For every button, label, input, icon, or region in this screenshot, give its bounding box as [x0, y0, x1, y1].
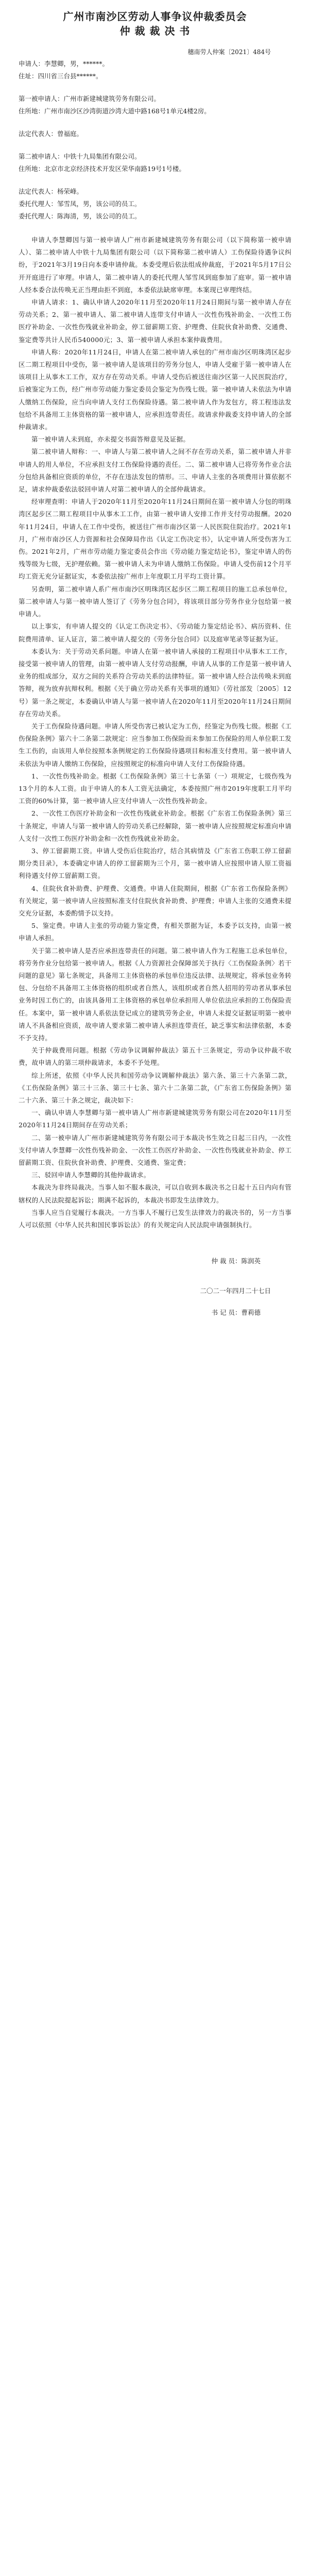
party-line: 第一被申请人：广州市新建城建筑劳务有限公司。 [19, 95, 161, 103]
body-paragraph: 关于第二被申请人是否应承担连带责任的问题。第二被申请人作为工程施工总承包单位，将劳务作业分包给第一被申请人。根据《人力资源社会保障部关于执行〈工伤保险条例〉若干问题的意见》第七条规定，具备用工主体资格的承包单位违反法律、法规规定，将承包业务转包、分包给不具备用工主体资格的组织或者自然人，该组织或者自然人招用的劳动者从事承包业务时因工伤亡的，由该具备用工主体资格的承包单位承担用人单位依法应承担的工伤保险责任。本案中，第一被申请人系依法登记成立的建筑劳务企业，申请人未提交证据证明第一被申请人不具备相应资质，故申请人要求第二被申请人承担连带责任，缺乏事实和法律依据，本委不予支持。 [19, 946, 291, 1042]
body-paragraph: 一、确认申请人李慧卿与第一被申请人广州市新建城建筑劳务有限公司在2020年11月至2020年11月24日期间存在劳动关系； [19, 1109, 291, 1129]
body-paragraph: 第二被申请人辩称：一、申请人与第二被申请人之间不存在劳动关系，第二被申请人并非申请人的用人单位，不应承担支付工伤保险待遇的责任。二、第二被申请人已将劳务作业合法分包给具备相应资质的单位，不存在违法发包的情形。三、申请人主张的各项费用计算依据不足，请求仲裁委依法驳回申请人对第二被申请人的全部仲裁请求。 [19, 448, 291, 494]
body-paragraph: 综上所述，依照《中华人民共和国劳动争议调解仲裁法》第六条、第三十六条第二款，《工伤保险条例》第三十三条、第三十七条、第六十二条第二款，《广东省工伤保险条例》第二十六条、第三十条之规定，裁决如下： [19, 1071, 291, 1105]
document-type-title: 仲 裁 裁 决 书 [119, 25, 191, 37]
party-line: 第二被申请人：中铁十九局集团有限公司。 [19, 152, 141, 160]
body-paragraph: 关于仲裁费用问题。根据《劳动争议调解仲裁法》第五十三条规定，劳动争议仲裁不收费，故申请人的第三项仲裁请求，本委不予处理。 [19, 1046, 291, 1067]
party-line: 法定代表人：曾福庭。 [19, 130, 83, 138]
body-paragraph: 申请人李慧卿因与第一被申请人广州市新建城建筑劳务有限公司（以下简称第一被申请人）、第二被申请人中铁十九局集团有限公司（以下简称第二被申请人）工伤保险待遇争议纠纷，于2021年3月19日向本委申请仲裁。本委受理后依法组成仲裁庭，于2021年5月17日公开开庭进行了审理。申请人，第二被申请人的委托代理人邹雪凤到庭参加了庭审。第一被申请人经本委合法传唤无正当理由拒不到庭，本委依法缺席审理。本案现已审理终结。 [19, 236, 291, 294]
arbitrator-signature: 仲 裁 员：陈润英 [211, 1257, 261, 1265]
party-line: 委托代理人：陈海清，男，该公司的员工。 [19, 212, 141, 220]
body-paragraph: 本裁决为非终局裁决。当事人如不服本裁决，可以自收到本裁决书之日起十五日内向有管辖权的人民法院提起诉讼；期满不起诉的，本裁决书即发生法律效力。 [19, 1183, 291, 1204]
body-paragraph: 经审理查明：申请人于2020年11月至2020年11月24日期间在第一被申请人分包的明珠湾区起步区二期工程项目中从事木工工作，由第一被申请人安排工作并支付劳动报酬。2020年11月24日，申请人在工作中受伤，被送往广州市南沙区第一人民医院住院治疗。2021年1月，广州市南沙区人力资源和社会保障局作出《认定工伤决定书》，认定申请人所受伤害为工伤。2021年2月，广州市劳动能力鉴定委员会作出《劳动能力鉴定结论书》，鉴定申请人的伤残等级为七级，无护理依赖。第一被申请人未为申请人缴纳工伤保险。申请人受伤前12个月平均工资无充分证据证实，本委依法按广州市上年度职工月平均工资计算。 [19, 498, 291, 581]
document-authority-title: 广州市南沙区劳动人事争议仲裁委员会 [63, 10, 247, 23]
body-paragraph: 二、第一被申请人广州市新建城建筑劳务有限公司于本裁决书生效之日起三日内，一次性支付申请人李慧卿一次性伤残补助金、一次性工伤医疗补助金、一次性伤残就业补助金、停工留薪期工资、住院伙食补助费、护理费、交通费、鉴定费； [19, 1133, 291, 1167]
body-paragraph: 当事人应当自觉履行本裁决。一方当事人不履行已发生法律效力的裁决书的，另一方当事人可以依照《中华人民共和国民事诉讼法》的有关规定向人民法院申请强制执行。 [19, 1208, 291, 1229]
body-paragraph: 第一被申请人未到庭，亦未提交书面答辩意见及证据。 [31, 435, 190, 444]
body-paragraph: 1、一次性伤残补助金。根据《工伤保险条例》第三十七条第（一）项规定，七级伤残为13个月的本人工资。由于申请人的本人工资无法确定，本委按照广州市2019年度职工月平均工资的60%计算，第一被申请人应支付申请人一次性伤残补助金。 [19, 772, 291, 805]
body-section [19, 234, 291, 1231]
parties-section [19, 58, 291, 223]
clerk-signature: 书 记 员：曹莉德 [211, 1309, 261, 1317]
party-line: 住址：四川省三台县******。 [19, 72, 102, 80]
party-line: 法定代表人：杨荣峰。 [19, 188, 83, 195]
body-paragraph: 关于工伤保险待遇问题。申请人所受伤害已被认定为工伤，经鉴定为伤残七级。根据《工伤保险条例》第六十二条第二款规定：应当参加工伤保险而未参加工伤保险的用人单位职工发生工伤的，由该用人单位按照本条例规定的工伤保险待遇项目和标准支付费用。第一被申请人未依法为申请人缴纳工伤保险，应按照规定的标准向申请人支付工伤保险待遇。 [19, 722, 291, 768]
party-line: 委托代理人：邹雪凤，男，该公司的员工。 [19, 200, 141, 208]
body-paragraph: 另查明，第二被申请人系广州市南沙区明珠湾区起步区二期工程项目的施工总承包单位，第二被申请人与第一被申请人签订了《劳务分包合同》，将该项目部分劳务作业分包给第一被申请人。 [19, 585, 291, 618]
case-number: 穗南劳人仲案〔2021〕484号 [187, 48, 271, 56]
party-line: 申请人：李慧卿，男，******。 [19, 60, 109, 67]
body-paragraph: 3、停工留薪期工资。申请人受伤后住院治疗，结合其病情及《广东省工伤职工停工留薪期分类目录》，本委确定申请人的停工留薪期为三个月，第一被申请人应按照申请人原工资福利待遇支付停工留薪期工资。 [19, 846, 291, 880]
body-paragraph: 本委认为：关于劳动关系问题。申请人在第一被申请人承接的工程项目中从事木工工作，接受第一被申请人的管理，由第一被申请人支付劳动报酬，申请人从事的工作是第一被申请人业务的组成部分，双方之间的关系符合劳动关系的法律特征。第一被申请人经合法传唤未到庭答辩，视为放弃抗辩权利。根据《关于确立劳动关系有关事项的通知》（劳社部发〔2005〕12号）第一条之规定，本委确认申请人与第一被申请人在2020年11月至2020年11月24日期间存在劳动关系。 [19, 647, 291, 718]
body-paragraph: 5、鉴定费。申请人主张的劳动能力鉴定费，有相关票据为证，本委予以支持，由第一被申请人承担。 [19, 922, 291, 942]
body-paragraph: 2、一次性工伤医疗补助金和一次性伤残就业补助金。根据《广东省工伤保险条例》第三十条规定，申请人与第一被申请人的劳动关系已经解除，第一被申请人应按照规定标准向申请人支付一次性工伤医疗补助金和一次性伤残就业补助金。 [19, 809, 291, 842]
body-paragraph: 申请人称：2020年11月24日，申请人在第二被申请人承包的广州市南沙区明珠湾区起步区二期工程项目中受伤，第一被申请人是该项目的劳务分包人，申请人受雇于第一被申请人在该项目上从事木工工作，双方存在劳动关系。申请人受伤后被送往南沙区第一人民医院治疗，后被鉴定为工伤，经广州市劳动能力鉴定委员会鉴定为伤残七级。第一被申请人未依法为申请人缴纳工伤保险，应当向申请人支付工伤保险待遇。第二被申请人作为发包方，将工程违法发包给不具备用工主体资格的第一被申请人，应承担连带责任。故请求仲裁委支持申请人的全部仲裁请求。 [19, 348, 291, 431]
body-paragraph: 三、驳回申请人李慧卿的其他仲裁请求。 [31, 1171, 150, 1179]
party-line: 住所地：广州市南沙区沙湾街道沙湾大道中路168号1单元4楼2房。 [19, 107, 211, 115]
document-date: 二〇二一年四月二十七日 [200, 1287, 271, 1295]
body-paragraph: 申请人请求：1、确认申请人2020年11月至2020年11月24日期间与第一被申请人存在劳动关系；2、第一被申请人、第二被申请人连带支付申请人一次性伤残补助金、一次性工伤医疗补助金、一次性伤残就业补助金，停工留薪期工资、护理费、住院伙食补助费、交通费、鉴定费等共计人民币540000元；3、第一被申请人承担本案仲裁费用。 [19, 298, 291, 344]
body-paragraph: 以上事实，有申请人提交的《认定工伤决定书》、《劳动能力鉴定结论书》、病历资料、住院费用清单、证人证言，第二被申请人提交的《劳务分包合同》以及庭审笔录等证据为证。 [19, 622, 291, 643]
body-paragraph: 4、住院伙食补助费、护理费、交通费。申请人住院期间，根据《广东省工伤保险条例》有关规定，第一被申请人应按照标准支付住院伙食补助费、护理费；申请人主张的交通费未提交充分证据，本委酌情予以支持。 [19, 884, 291, 917]
party-line: 住所地：北京市北京经济技术开发区荣华南路19号1号楼。 [19, 165, 185, 173]
